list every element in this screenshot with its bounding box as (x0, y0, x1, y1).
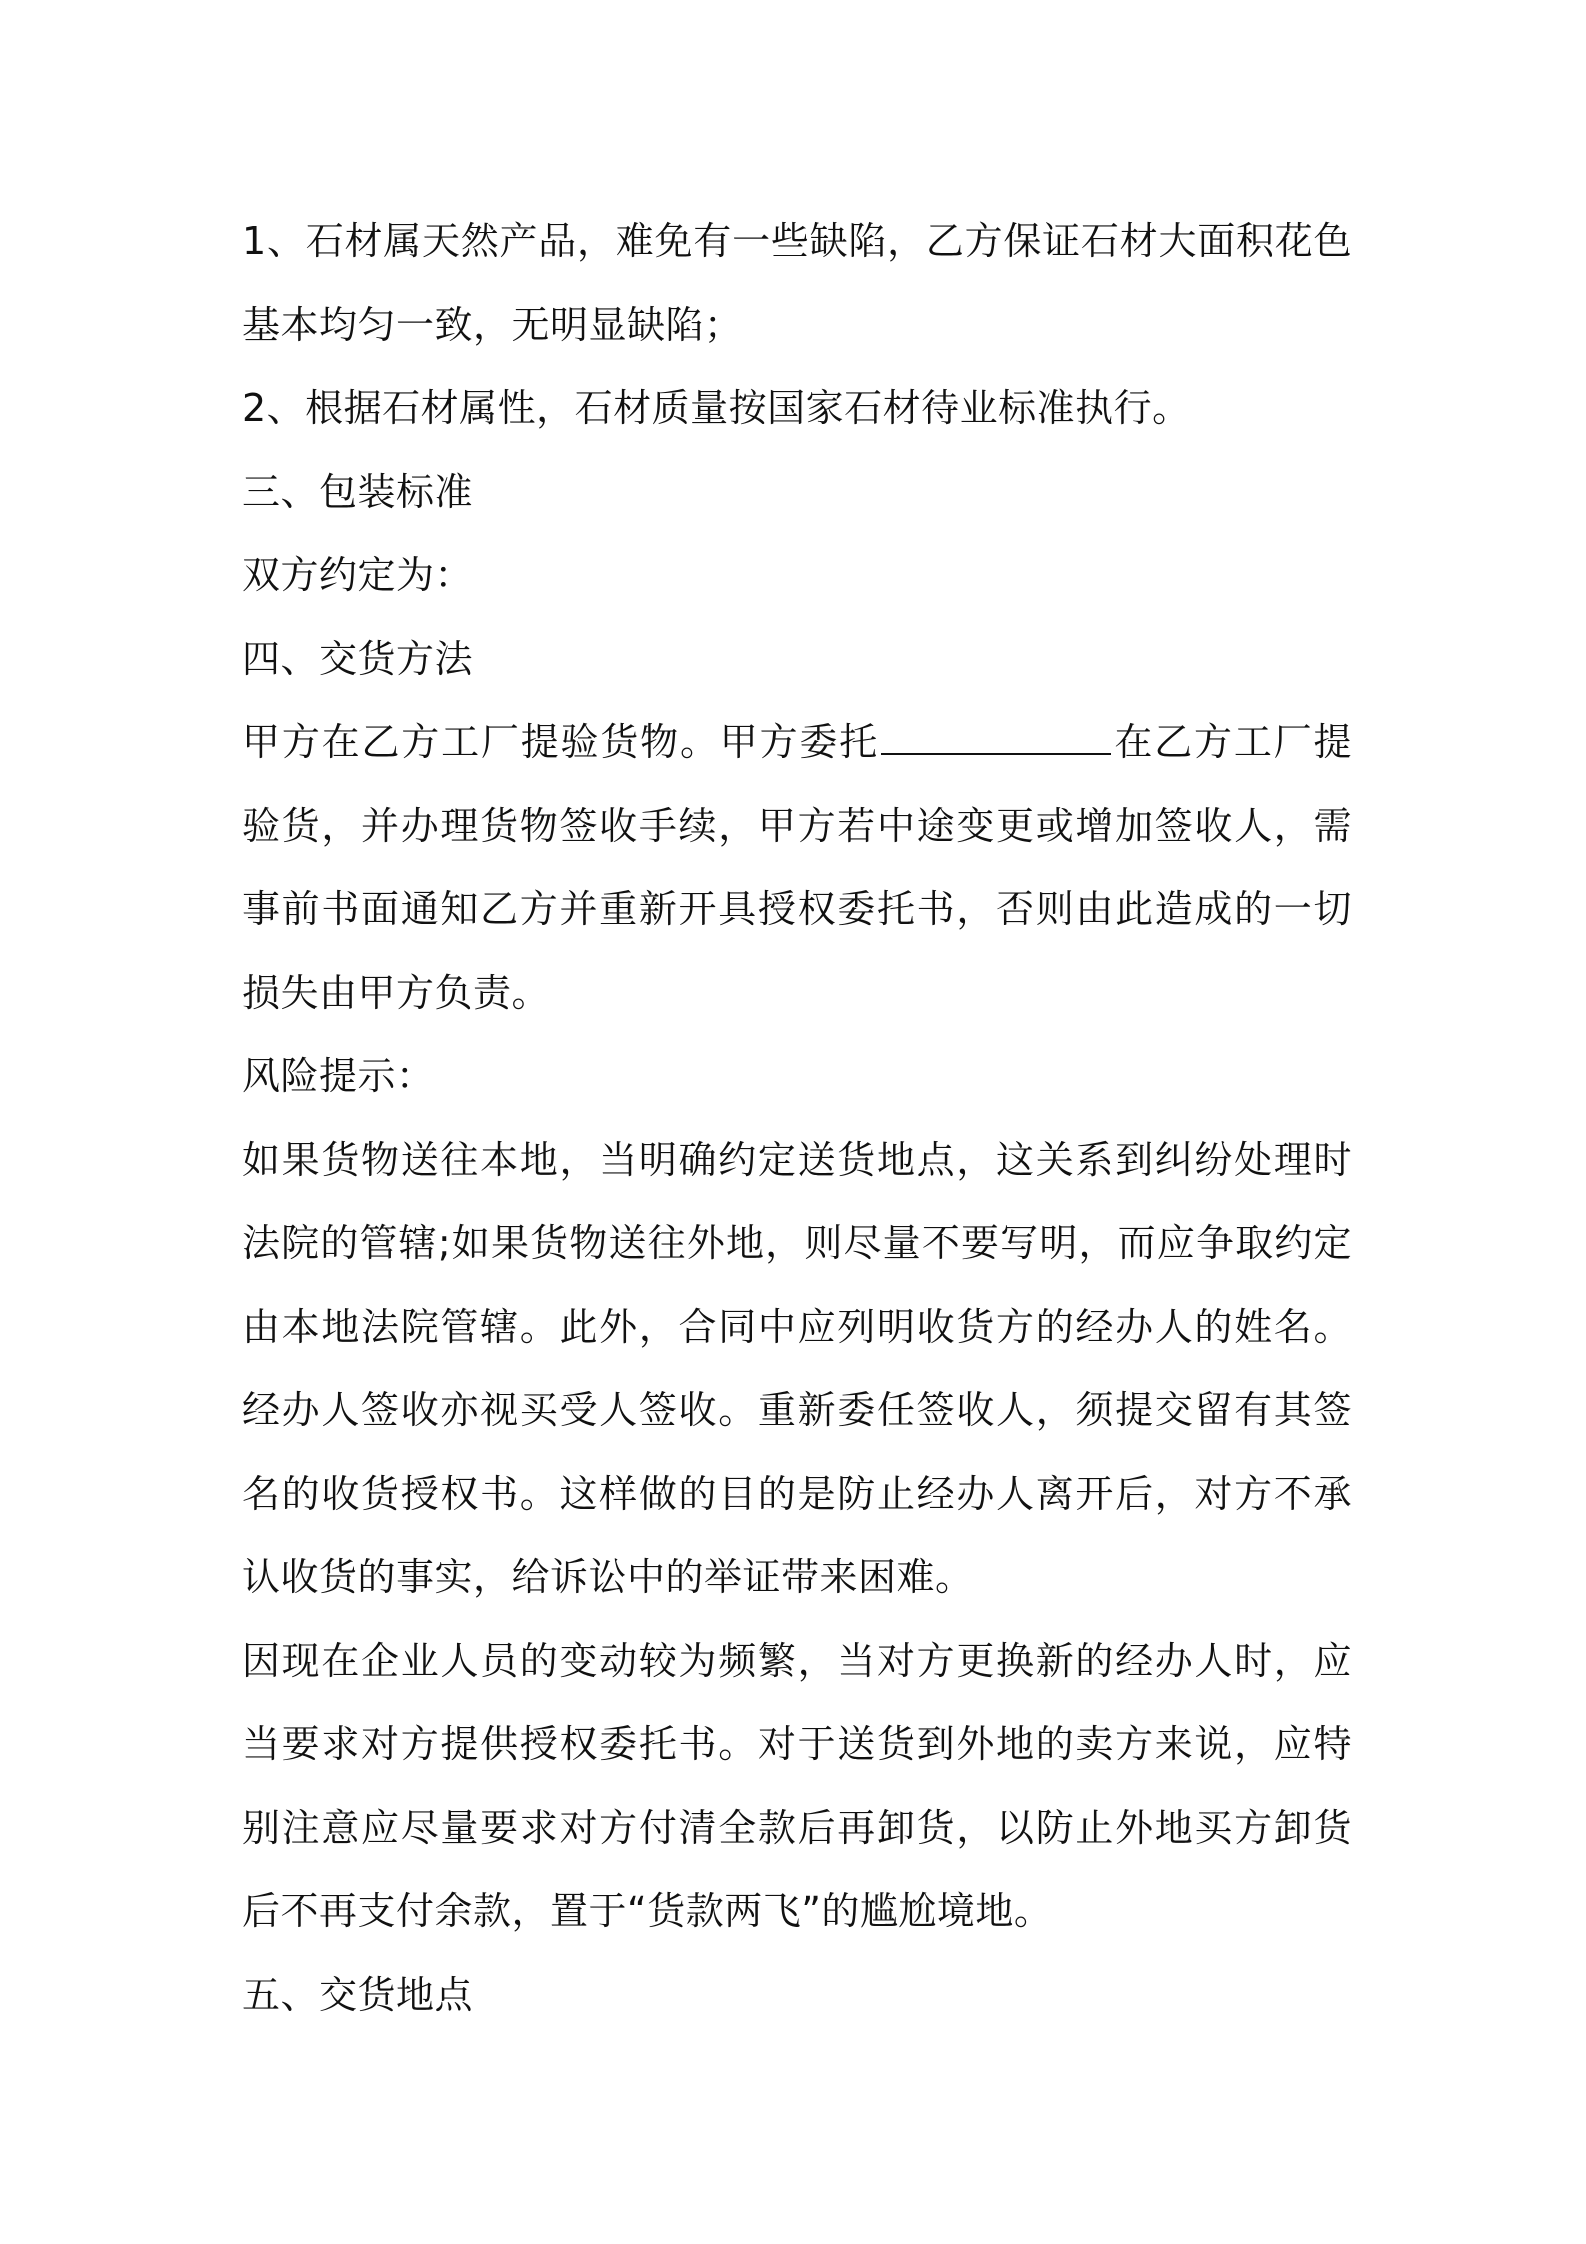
packaging-agreement: 双方约定为： (242, 553, 474, 597)
risk-heading: 风险提示： (242, 1054, 435, 1098)
document-body (242, 200, 1352, 2037)
section-heading-packaging: 三、包装标准 (242, 469, 474, 514)
delivery-text-after-blank: 在乙方工厂提验货，并办理货物签收手续，甲方若中途变更或增加签收人，需事前书面通知乙方并重新开具授权委托书，否则由此造成的一切损失由甲方负责。 (242, 720, 1352, 1015)
risk-paragraph-1: 如果货物送往本地，当明确约定送货地点，这关系到纠纷处理时法院的管辖;如果货物送往外地，则尽量不要写明，而应争取约定由本地法院管辖。此外，合同中应列明收货方的经办人的姓名。经办人签收亦视买受人签收。重新委任签收人，须提交留有其签名的收货授权书。这样做的目的是防止经办人离开后，对方不承认收货的事实，给诉讼中的举证带来困难。 (242, 1137, 1352, 1599)
clause-1: 1、石材属天然产品，难免有一些缺陷，乙方保证石材大面积花色基本均匀一致，无明显缺陷； (242, 219, 1352, 347)
delivery-method-paragraph (242, 701, 1352, 1035)
clause-2: 2、根据石材属性，石材质量按国家石材待业标准执行。 (242, 386, 1191, 430)
section-heading-delivery-location: 五、交货地点 (242, 1972, 474, 2017)
risk-paragraph-2: 因现在企业人员的变动较为频繁，当对方更换新的经办人时，应当要求对方提供授权委托书。对于送货到外地的卖方来说，应特别注意应尽量要求对方付清全款后再卸货，以防止外地买方卸货后不再支付余款，置于“货款两飞”的尴尬境地。 (242, 1638, 1352, 1933)
section-heading-delivery-method: 四、交货方法 (242, 636, 474, 681)
delivery-text-before-blank: 甲方在乙方工厂提验货物。甲方委托 (242, 720, 880, 764)
fill-in-blank-line (881, 723, 1111, 755)
